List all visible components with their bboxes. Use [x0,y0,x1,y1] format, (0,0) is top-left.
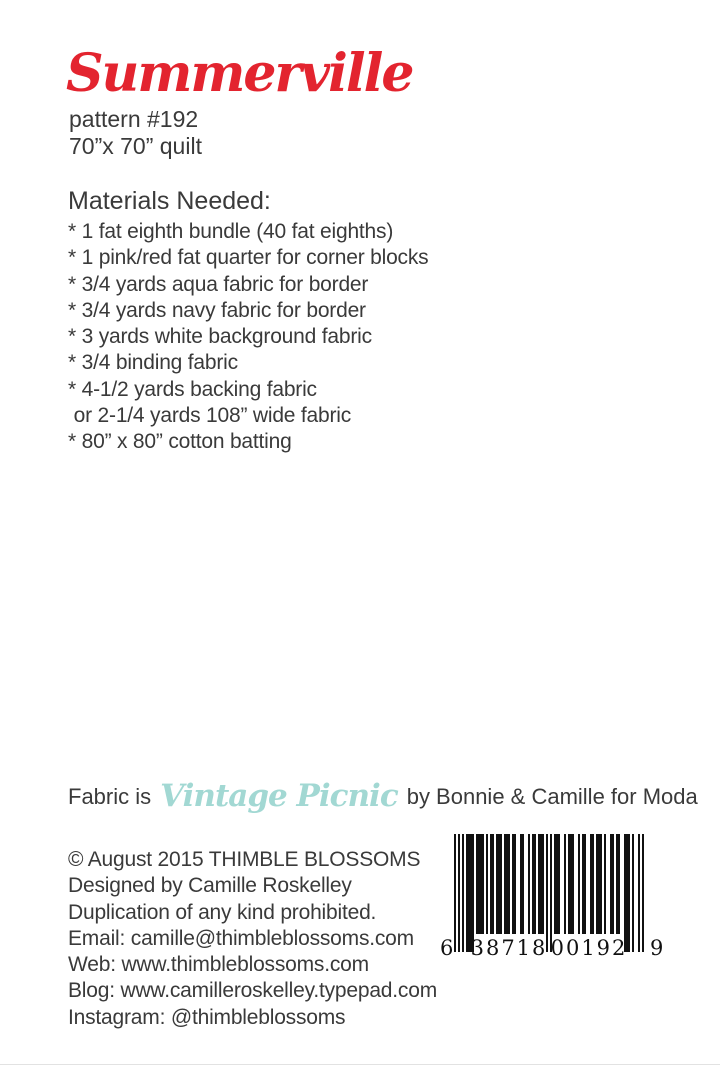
fabric-credit-prefix: Fabric is [68,784,152,809]
duplication-line: Duplication of any kind prohibited. [68,900,377,924]
page-title: Summerville [66,43,413,104]
barcode-digits-group2: 00192 [550,936,628,960]
material-item: * 3/4 yards aqua fabric for border [68,272,369,296]
copyright-line: © August 2015 THIMBLE BLOSSOMS [68,848,421,871]
material-item: * 80” x 80” cotton batting [68,430,292,454]
material-item: * 3 yards white background fabric [68,325,372,349]
web-line: Web: www.thimbleblossoms.com [68,953,369,977]
designer-line: Designed by Camille Roskelley [68,874,352,898]
barcode-digit-left: 6 [440,936,454,960]
blog-line: Blog: www.camilleroskelley.typepad.com [68,979,437,1003]
material-item: * 4-1/2 yards backing fabric [68,377,317,401]
material-item: * 3/4 binding fabric [68,351,238,375]
fabric-credit-line [68,776,698,814]
barcode-digit-right: 9 [650,936,664,960]
fabric-collection-name: Vintage Picnic [160,778,398,814]
email-line: Email: camille@thimbleblossoms.com [68,926,414,950]
material-item: * 1 pink/red fat quarter for corner blocks [68,246,429,270]
material-item: * 3/4 yards navy fabric for border [68,298,366,322]
materials-heading: Materials Needed: [68,187,271,215]
material-item: * 1 fat eighth bundle (40 fat eighths) [68,220,394,243]
quilt-size: 70”x 70” quilt [69,133,202,159]
upc-barcode-graphic [440,834,664,960]
barcode-digits-group1: 38718 [470,936,548,960]
pattern-number: pattern #192 [69,106,199,132]
material-item: or 2-1/4 yards 108” wide fabric [68,404,352,428]
fabric-credit-suffix: by Bonnie & Camille for Moda [406,784,698,809]
instagram-line: Instagram: @thimbleblossoms [68,1005,346,1029]
materials-section [68,186,548,456]
copyright-contact-block [68,847,488,1031]
upc-barcode [440,834,664,965]
